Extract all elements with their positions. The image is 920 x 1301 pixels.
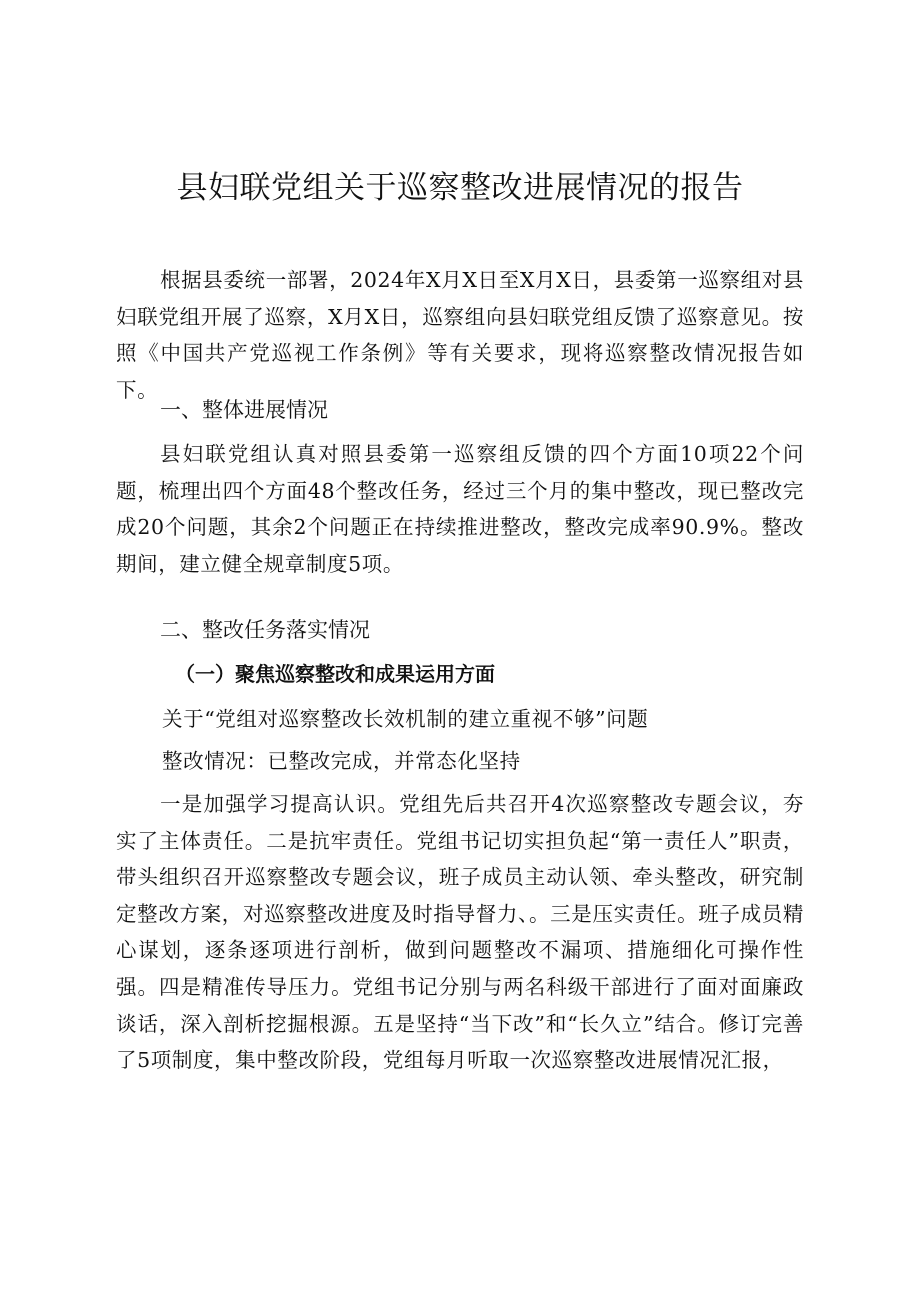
subsection-1-body: 一是加强学习提高认识。党组先后共召开4次巡察整改专题会议，夯实了主体责任。二是抗牢责任。党组书记切实担负起“第一责任人”职责，带头组织召开巡察整改专题会议，班子成员主动认领、牵头整改，研究制定整改方案，对巡察整改进度及时指导督力、。三是压实责任。班子成员精心谋划，逐条逐项进行剖析，做到问题整改不漏项、措施细化可操作性强。四是精准传导压力。党组书记分别与两名科级干部进行了面对面廉政谈话，深入剖析挖掘根源。五是坚持“当下改”和“长久立”结合。修订完善了5项制度，集中整改阶段，党组每月听取一次巡察整改进展情况汇报， (116, 792, 804, 1073)
document-title: 县妇联党组关于巡察整改进展情况的报告 (176, 170, 744, 206)
intro-paragraph: 根据县委统一部署，2024年X月X日至X月X日，县委第一巡察组对县妇联党组开展了巡察，X月X日，巡察组向县妇联党组反馈了巡察意见。按照《中国共产党巡视工作条例》等有关要求，现将巡察整改情况报告如下。 (116, 268, 804, 402)
section-2-heading: 二、整改任务落实情况 (160, 618, 370, 642)
section-1-heading: 一、整体进展情况 (160, 398, 328, 422)
section-1-body: 县妇联党组认真对照县委第一巡察组反馈的四个方面10项22个问题，梳理出四个方面48个整改任务，经过三个月的集中整改，现已整改完成20个问题，其余2个问题正在持续推进整改，整改完成率90.9%。整改期间，建立健全规章制度5项。 (116, 442, 804, 576)
issue-line: 关于“党组对巡察整改长效机制的建立重视不够”问题 (162, 707, 649, 731)
rectification-status: 整改情况：已整改完成，并常态化坚持 (162, 749, 521, 773)
subsection-1-heading: （一）聚焦巡察整改和成果运用方面 (175, 662, 495, 686)
